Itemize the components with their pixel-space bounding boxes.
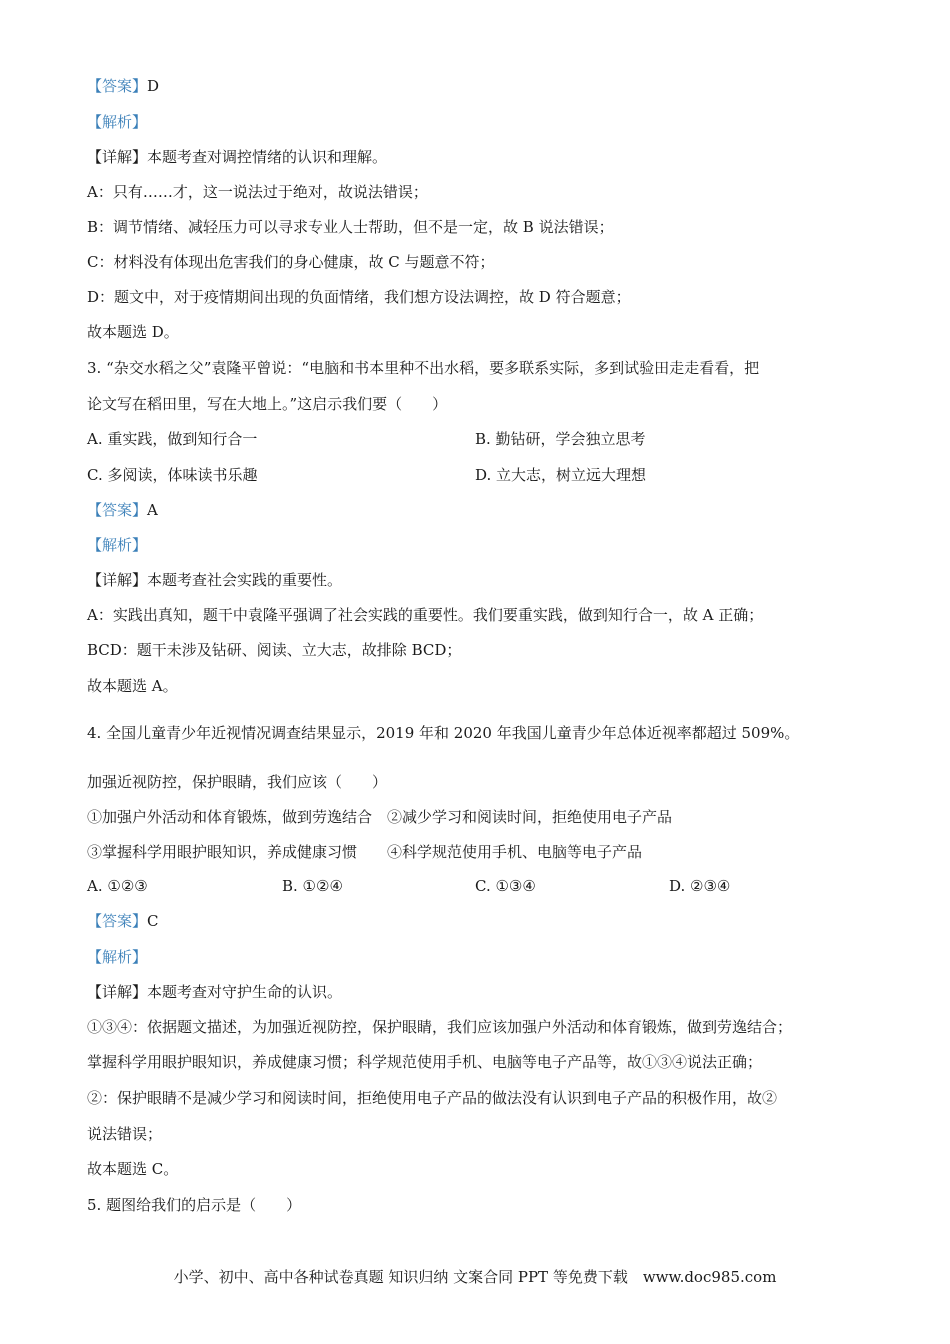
answer-line (87, 75, 159, 97)
answer-value: D (147, 77, 160, 95)
option-a: A. 重实践，做到知行合一 (87, 430, 258, 448)
answer-value: A (147, 501, 158, 519)
explanation-line: D：题文中，对于疫情期间出现的负面情绪，我们想方设法调控，故 D 符合题意； (87, 288, 631, 306)
question-stem: 论文写在稻田里，写在大地上。”这启示我们要（ ） (87, 395, 448, 413)
explanation-line: 掌握科学用眼护眼知识，养成健康习惯；科学规范使用手机、电脑等电子产品等，故①③④说法正确； (87, 1053, 763, 1071)
option-b: B. ①②④ (282, 877, 343, 895)
detail-line: 【详解】本题考查社会实践的重要性。 (87, 571, 343, 589)
answer-value: C (147, 912, 159, 930)
analysis-tag: 【解析】 (87, 113, 148, 131)
explanation-line: ②：保护眼睛不是减少学习和阅读时间，拒绝使用电子产品的做法没有认识到电子产品的积极作用，故② (87, 1089, 778, 1107)
question-stem: 5. 题图给我们的启示是（ ） (87, 1196, 302, 1214)
option-a: A. ①②③ (87, 877, 148, 895)
explanation-line: A：实践出真知，题干中袁隆平强调了社会实践的重要性。我们要重实践，做到知行合一，故 A 正确； (87, 606, 764, 624)
option-d: D. ②③④ (669, 877, 731, 895)
detail-line: 【详解】本题考查对调控情绪的认识和理解。 (87, 148, 388, 166)
option-b: B. 勤钻研，学会独立思考 (475, 430, 646, 448)
option-c: C. ①③④ (475, 877, 536, 895)
statement-line: ③掌握科学用眼护眼知识，养成健康习惯 ④科学规范使用手机、电脑等电子产品 (87, 843, 643, 861)
option-d: D. 立大志，树立远大理想 (475, 466, 647, 484)
explanation-line: BCD：题干未涉及钻研、阅读、立大志，故排除 BCD； (87, 641, 462, 659)
conclusion-line: 故本题选 C。 (87, 1160, 179, 1178)
question-stem: 4. 全国儿童青少年近视情况调查结果显示，2019 年和 2020 年我国儿童青少年总体近视率都超过 509%。 (87, 724, 800, 742)
answer-line (87, 910, 159, 932)
explanation-line: ①③④：依据题文描述，为加强近视防控，保护眼睛，我们应该加强户外活动和体育锻炼，做到劳逸结合； (87, 1018, 793, 1036)
answer-line (87, 499, 158, 521)
explanation-line: 说法错误； (87, 1125, 163, 1143)
answer-tag: 【答案】 (87, 77, 148, 95)
answer-tag: 【答案】 (87, 912, 148, 930)
page-footer: 小学、初中、高中各种试卷真题 知识归纳 文案合同 PPT 等免费下载 www.doc985.com (173, 1268, 777, 1286)
conclusion-line: 故本题选 A。 (87, 677, 178, 695)
detail-line: 【详解】本题考查对守护生命的认识。 (87, 983, 343, 1001)
conclusion-line: 故本题选 D。 (87, 323, 179, 341)
explanation-line: B：调节情绪、减轻压力可以寻求专业人士帮助，但不是一定，故 B 说法错误； (87, 218, 614, 236)
explanation-line: C：材料没有体现出危害我们的身心健康，故 C 与题意不符； (87, 253, 495, 271)
answer-tag: 【答案】 (87, 501, 148, 519)
analysis-tag: 【解析】 (87, 536, 148, 554)
option-c: C. 多阅读，体味读书乐趣 (87, 466, 258, 484)
statement-line: ①加强户外活动和体育锻炼，做到劳逸结合 ②减少学习和阅读时间，拒绝使用电子产品 (87, 808, 673, 826)
explanation-line: A：只有……才，这一说法过于绝对，故说法错误； (87, 183, 428, 201)
question-stem: 3. “杂交水稻之父”袁隆平曾说：“电脑和书本里种不出水稻，要多联系实际，多到试验田走走看看，把 (87, 359, 760, 377)
analysis-tag: 【解析】 (87, 948, 148, 966)
question-stem: 加强近视防控，保护眼睛，我们应该（ ） (87, 773, 388, 791)
